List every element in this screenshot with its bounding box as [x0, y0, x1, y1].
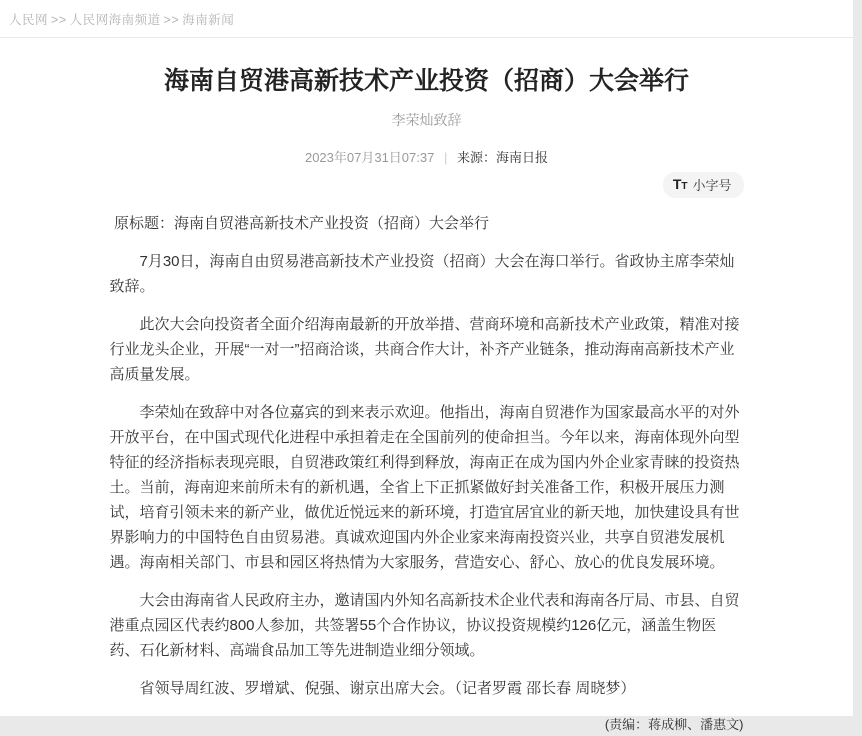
breadcrumb [0, 0, 853, 38]
article-body [110, 211, 744, 701]
source-label: 来源： [456, 150, 496, 165]
breadcrumb-separator: >> [51, 13, 67, 27]
article-toolbar [110, 172, 744, 198]
breadcrumb-link-hainan-channel[interactable]: 人民网海南频道 [69, 13, 161, 27]
meta-separator: | [443, 150, 448, 165]
font-size-button[interactable] [663, 172, 744, 198]
article-subtitle: 李荣灿致辞 [391, 112, 462, 128]
publish-date: 2023年07月31日07:37 [304, 150, 435, 165]
breadcrumb-separator: >> [163, 13, 180, 27]
source-link[interactable]: 海南日报 [496, 150, 549, 165]
article-content-column [110, 172, 744, 736]
original-title-line: 原标题：海南自贸港高新技术产业投资（招商）大会举行 [114, 215, 490, 232]
font-size-label: 小字号 [692, 178, 732, 193]
article-paragraph: 7月30日，海南自由贸易港高新技术产业投资（招商）大会在海口举行。省政协主席李荣灿致辞。 [109, 253, 735, 295]
breadcrumb-link-hainan-news[interactable]: 海南新闻 [182, 13, 235, 27]
article-paragraph: 李荣灿在致辞中对各位嘉宾的到来表示欢迎。他指出，海南自贸港作为国家最高水平的对外开放平台，在中国式现代化进程中承担着走在全国前列的使命担当。今年以来，海南体现外向型特征的经济指标表现亮眼，自贸港政策红利得到释放，海南正在成为国内外企业家青睐的投资热土。当前，海南迎来前所未有的新机遇，全省上下正抓紧做好封关准备工作，积极开展压力测试，培育引领未来的新产业，做优近悦远来的新环境，打造宜居宜业的新天地，加快建设具有世界影响力的中国特色自由贸易港。真诚欢迎国内外企业家来海南投资兴业，共享自贸港发展机遇。海南相关部门、市县和园区将热情为大家服务，营造安心、舒心、放心的优良发展环境。 [109, 404, 740, 571]
article-paragraph: 此次大会向投资者全面介绍海南最新的开放举措、营商环境和高新技术产业政策，精准对接行业龙头企业，开展“一对一”招商洽谈，共商合作大计，补齐产业链条，推动海南高新技术产业高质量发展。 [109, 316, 740, 383]
article-paragraph: 省领导周红波、罗增斌、倪强、谢京出席大会。（记者罗霞 邵长春 周晓梦） [139, 680, 636, 697]
font-size-icon: TT [672, 176, 688, 192]
breadcrumb-link-people[interactable]: 人民网 [9, 13, 49, 27]
article-paragraph: 大会由海南省人民政府主办，邀请国内外知名高新技术企业代表和海南各厅局、市县、自贸港重点园区代表约800人参加，共签署55个合作协议，协议投资规模约126亿元，涵盖生物医药、石化新材料、高端食品加工等先进制造业细分领域。 [109, 592, 740, 659]
article-meta [0, 147, 853, 166]
page-title: 海南自贸港高新技术产业投资（招商）大会举行 [163, 67, 689, 95]
editors-credit: (责编：蒋成柳、潘惠文) [604, 717, 744, 732]
